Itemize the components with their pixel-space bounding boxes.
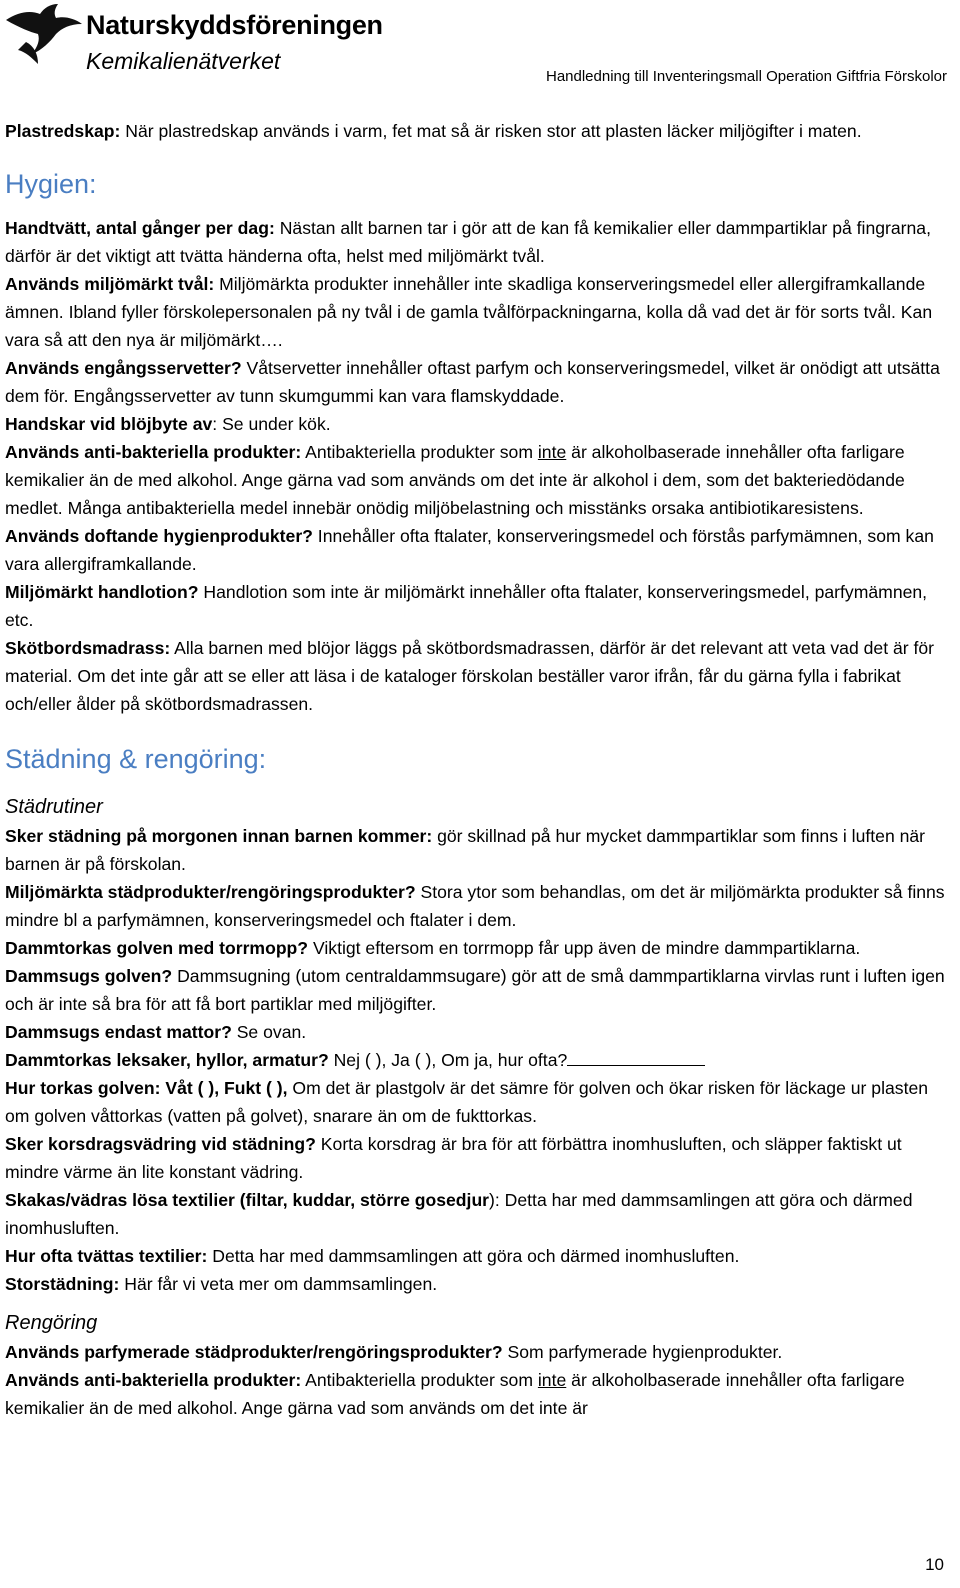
paragraph-parfymerade <box>5 1338 950 1366</box>
answer-blank-line[interactable] <box>567 1049 705 1066</box>
term-label: Hur torkas golven: Våt ( ), Fukt ( ), <box>5 1078 288 1098</box>
term-text: Detta har med dammsamlingen att göra och därmed inomhusluften. <box>207 1246 740 1266</box>
term-text: Här får vi veta mer om dammsamlingen. <box>119 1274 438 1294</box>
paragraph-servetter <box>5 354 950 410</box>
term-text: gör skillnad på hur mycket dammpartiklar som finns i luften när barnen är på förskolan. <box>5 826 926 874</box>
term-underlined: inte <box>537 1370 567 1390</box>
term-label: Används anti-bakteriella produkter: <box>5 1370 302 1390</box>
term-text: Viktigt eftersom en torrmopp får upp även de mindre dammpartiklarna. <box>308 938 861 958</box>
page-header <box>0 0 960 100</box>
term-text: Innehåller ofta ftalater, konserveringsmedel och förstås parfymämnen, som kan vara allergiframkallande. <box>5 526 934 574</box>
term-text: När plastredskap används i varm, fet mat så är risken stor att plasten läcker miljögifter i maten. <box>120 121 862 141</box>
paragraph-antibakteriella <box>5 438 950 522</box>
term-text: Se ovan. <box>231 1022 307 1042</box>
paragraph-handtvatt <box>5 214 950 270</box>
term-label: Används miljömärkt tvål: <box>5 274 215 294</box>
paragraph-tval <box>5 270 950 354</box>
term-text: Alla barnen med blöjor läggs på skötbordsmadrassen, därför är det relevant att veta vad det är för material. Om det inte går att se eller att läsa i de kataloger förskolan beställer varor ifrån, får du gärna fylla i fabrikat och/eller ålder på skötbordsmadrassen. <box>5 638 935 714</box>
term-text: är alkoholbaserade innehåller ofta farligare kemikalier än de med alkohol. Ange gärna vad som används om det inte är <box>5 1370 905 1418</box>
term-text: Antibakteriella produkter som <box>301 442 538 462</box>
term-label: Används doftande hygienprodukter? <box>5 526 313 546</box>
paragraph-handskar <box>5 410 950 438</box>
paragraph-stadprodukter <box>5 878 950 934</box>
paragraph-skotbordsmadrass <box>5 634 950 718</box>
term-label: Dammtorkas leksaker, hyllor, armatur? <box>5 1050 329 1070</box>
term-label: Hur ofta tvättas textilier: <box>5 1246 208 1266</box>
logo <box>4 0 383 92</box>
term-text: är alkoholbaserade innehåller ofta farligare kemikalier än de med alkohol. Ange gärna vad som används om det inte är alkohol i dem, som det bakteriedödande medlet. Många antibakteriella medel innebär onödig miljöbelastning och misstänks orsaka antibiotikaresistens. <box>5 442 905 518</box>
term-label: Plastredskap: <box>5 121 121 141</box>
term-label: Används engångsservetter? <box>5 358 242 378</box>
term-label: Skötbordsmadrass: <box>5 638 171 658</box>
paragraph-mattor <box>5 1018 950 1046</box>
term-text: Korta korsdrag är bra för att förbättra inomhusluften, och släpper faktiskt ut mindre värme än lite konstant vädring. <box>5 1134 902 1182</box>
term-label: Dammtorkas golven med torrmopp? <box>5 938 309 958</box>
paragraph-korsdrag <box>5 1130 950 1186</box>
paragraph-leksaker <box>5 1046 950 1074</box>
term-label: Handtvätt, antal gånger per dag: <box>5 218 275 238</box>
term-text: Antibakteriella produkter som <box>301 1370 538 1390</box>
paragraph-torkas <box>5 1074 950 1130</box>
term-label: Skakas/vädras lösa textilier (filtar, kuddar, större gosedjur <box>5 1190 490 1210</box>
term-underlined: inte <box>537 442 567 462</box>
paragraph-dammsugs <box>5 962 950 1018</box>
paragraph-storstadning <box>5 1270 950 1298</box>
section-heading-stadning: Städning & rengöring: <box>5 744 267 774</box>
paragraph-antibakteriella-2 <box>5 1366 950 1422</box>
bird-logo-icon <box>4 2 84 72</box>
term-label: Dammsugs golven? <box>5 966 173 986</box>
section-heading-hygien: Hygien: <box>5 169 97 199</box>
paragraph-tvattas <box>5 1242 950 1270</box>
paragraph-morgon <box>5 822 950 878</box>
document-title: Handledning till Inventeringsmall Operation Giftfria Förskolor <box>545 68 947 85</box>
paragraph-textilier <box>5 1186 950 1242</box>
paragraph-doftande <box>5 522 950 578</box>
term-label: Dammsugs endast mattor? <box>5 1022 232 1042</box>
term-text: Våtservetter innehåller oftast parfym och konserveringsmedel, vilket är onödigt att utsätta dem för. Engångsservetter av tunn skumgummi kan vara flamskyddade. <box>5 358 940 406</box>
term-text: ): Detta har med dammsamlingen att göra och därmed inomhusluften. <box>5 1190 913 1238</box>
paragraph-torrmopp <box>5 934 950 962</box>
term-text: Handlotion som inte är miljömärkt innehåller ofta ftalater, konserveringsmedel, parfymämnen, etc. <box>5 582 928 630</box>
page-number: 10 <box>925 1555 944 1574</box>
paragraph-plastredskap <box>5 117 950 145</box>
term-text: Dammsugning (utom centraldammsugare) gör att de små dammpartiklarna virvlas runt i luften igen och är inte så bra för att få bort partiklar med miljögifter. <box>5 966 945 1014</box>
subheading-stadrutiner: Städrutiner <box>5 796 103 818</box>
logo-title: Naturskyddsföreningen <box>86 10 383 40</box>
paragraph-handlotion <box>5 578 950 634</box>
term-label: Sker städning på morgonen innan barnen kommer: <box>5 826 433 846</box>
subheading-rengoring: Rengöring <box>5 1312 98 1334</box>
term-text: Nästan allt barnen tar i gör att de kan få kemikalier eller dammpartiklar på fingrarna, därför är det viktigt att tvätta händerna ofta, helst med miljömärkt tvål. <box>5 218 931 266</box>
term-text: Miljömärkta produkter innehåller inte skadliga konserveringsmedel eller allergiframkallande ämnen. Ibland fyller förskolepersonalen på ny tvål i de gamla tvålförpackningarna, kolla då vad det är för sorts tvål. Kan vara så att den nya är miljömärkt…. <box>5 274 933 350</box>
term-text: Som parfymerade hygienprodukter. <box>502 1342 783 1362</box>
logo-subtitle: Kemikalienätverket <box>86 48 281 74</box>
term-text: Om det är plastgolv är det sämre för golven och ökar risken för läckage ur plasten om golven våttorkas (vatten på golvet), snarare än om de fukttorkas. <box>5 1078 929 1126</box>
term-text: Stora ytor som behandlas, om det är miljömärkta produkter så finns mindre bl a parfymämnen, konserveringsmedel och ftalater i dem. <box>5 882 945 930</box>
term-label: Miljömärkta städprodukter/rengöringsprodukter? <box>5 882 416 902</box>
term-label: Handskar vid blöjbyte av <box>5 414 213 434</box>
term-label: Miljömärkt handlotion? <box>5 582 199 602</box>
document-body <box>5 117 950 1422</box>
term-text: Nej ( ), Ja ( ), Om ja, hur ofta? <box>328 1050 568 1070</box>
term-label: Storstädning: <box>5 1274 120 1294</box>
term-text: : Se under kök. <box>212 414 331 434</box>
term-label: Används parfymerade städprodukter/rengöringsprodukter? <box>5 1342 503 1362</box>
term-label: Sker korsdragsvädring vid städning? <box>5 1134 316 1154</box>
term-label: Används anti-bakteriella produkter: <box>5 442 302 462</box>
